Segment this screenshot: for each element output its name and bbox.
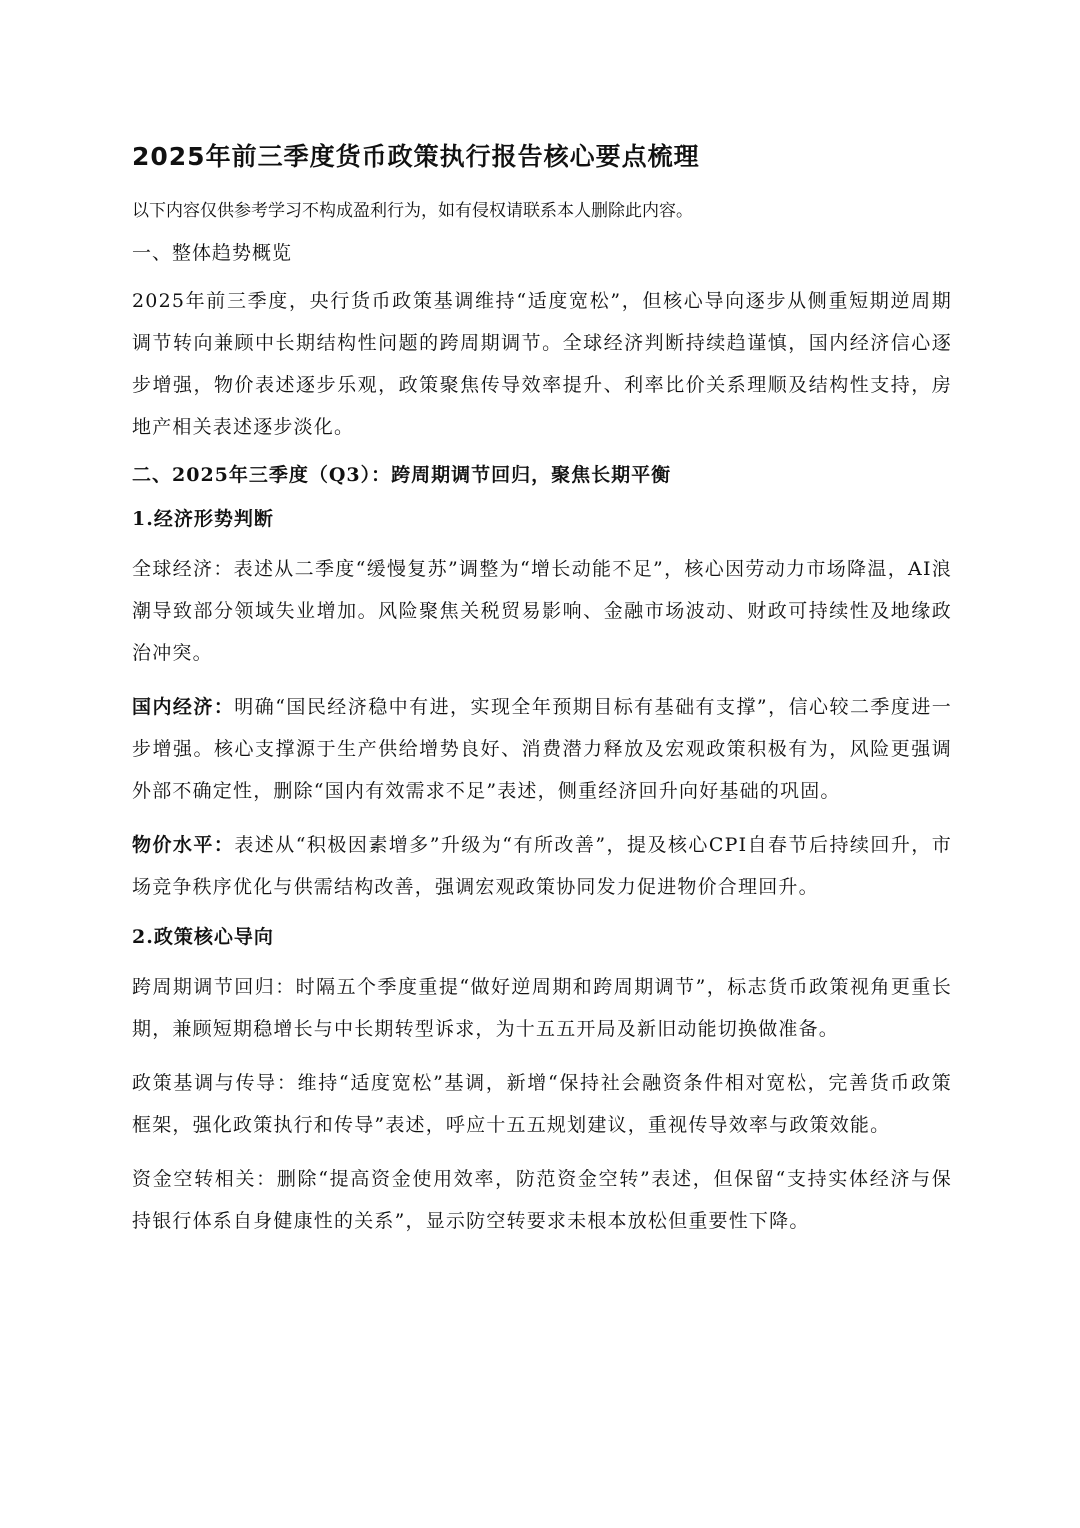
paragraph-global-economy: 全球经济：表述从二季度“缓慢复苏”调整为“增长动能不足”，核心因劳动力市场降温，AI浪潮导致部分领域失业增加。风险聚焦关税贸易影响、金融市场波动、财政可持续性及地缘政治冲突。 (132, 558, 952, 664)
subheading-policy-direction: 2.政策核心导向 (132, 926, 274, 948)
section-heading-overview: 一、整体趋势概览 (132, 242, 293, 264)
disclaimer-text: 以下内容仅供参考学习不构成盈利行为，如有侵权请联系本人删除此内容。 (132, 201, 693, 221)
subheading-economic-situation: 1.经济形势判断 (132, 508, 274, 530)
domestic-economy-label: 国内经济： (132, 696, 235, 718)
price-level-label: 物价水平： (132, 834, 235, 856)
paragraph-domestic-economy (132, 686, 952, 812)
price-level-text: 表述从“积极因素增多”升级为“有所改善”，提及核心CPI自春节后持续回升，市场竞争秩序优化与供需结构改善，强调宏观政策协同发力促进物价合理回升。 (132, 834, 952, 898)
paragraph-policy-tone: 政策基调与传导：维持“适度宽松”基调，新增“保持社会融资条件相对宽松，完善货币政策框架，强化政策执行和传导”表述，呼应十五五规划建议，重视传导效率与政策效能。 (132, 1072, 952, 1136)
paragraph-price-level (132, 824, 952, 908)
paragraph-idle-funds: 资金空转相关：删除“提高资金使用效率，防范资金空转”表述，但保留“支持实体经济与保持银行体系自身健康性的关系”，显示防空转要求未根本放松但重要性下降。 (132, 1168, 952, 1232)
paragraph-overview: 2025年前三季度，央行货币政策基调维持“适度宽松”，但核心导向逐步从侧重短期逆周期调节转向兼顾中长期结构性问题的跨周期调节。全球经济判断持续趋谨慎，国内经济信心逐步增强，物价表述逐步乐观，政策聚焦传导效率提升、利率比价关系理顺及结构性支持，房地产相关表述逐步淡化。 (132, 290, 952, 438)
domestic-economy-text: 明确“国民经济稳中有进，实现全年预期目标有基础有支撑”，信心较二季度进一步增强。核心支撑源于生产供给增势良好、消费潜力释放及宏观政策积极有为，风险更强调外部不确定性，删除“国内有效需求不足”表述，侧重经济回升向好基础的巩固。 (132, 696, 952, 802)
document-title: 2025年前三季度货币政策执行报告核心要点梳理 (132, 142, 700, 171)
paragraph-cross-cycle: 跨周期调节回归：时隔五个季度重提“做好逆周期和跨周期调节”，标志货币政策视角更重长期，兼顾短期稳增长与中长期转型诉求，为十五五开局及新旧动能切换做准备。 (132, 976, 952, 1040)
section-heading-q3: 二、2025年三季度（Q3）：跨周期调节回归，聚焦长期平衡 (132, 464, 672, 486)
